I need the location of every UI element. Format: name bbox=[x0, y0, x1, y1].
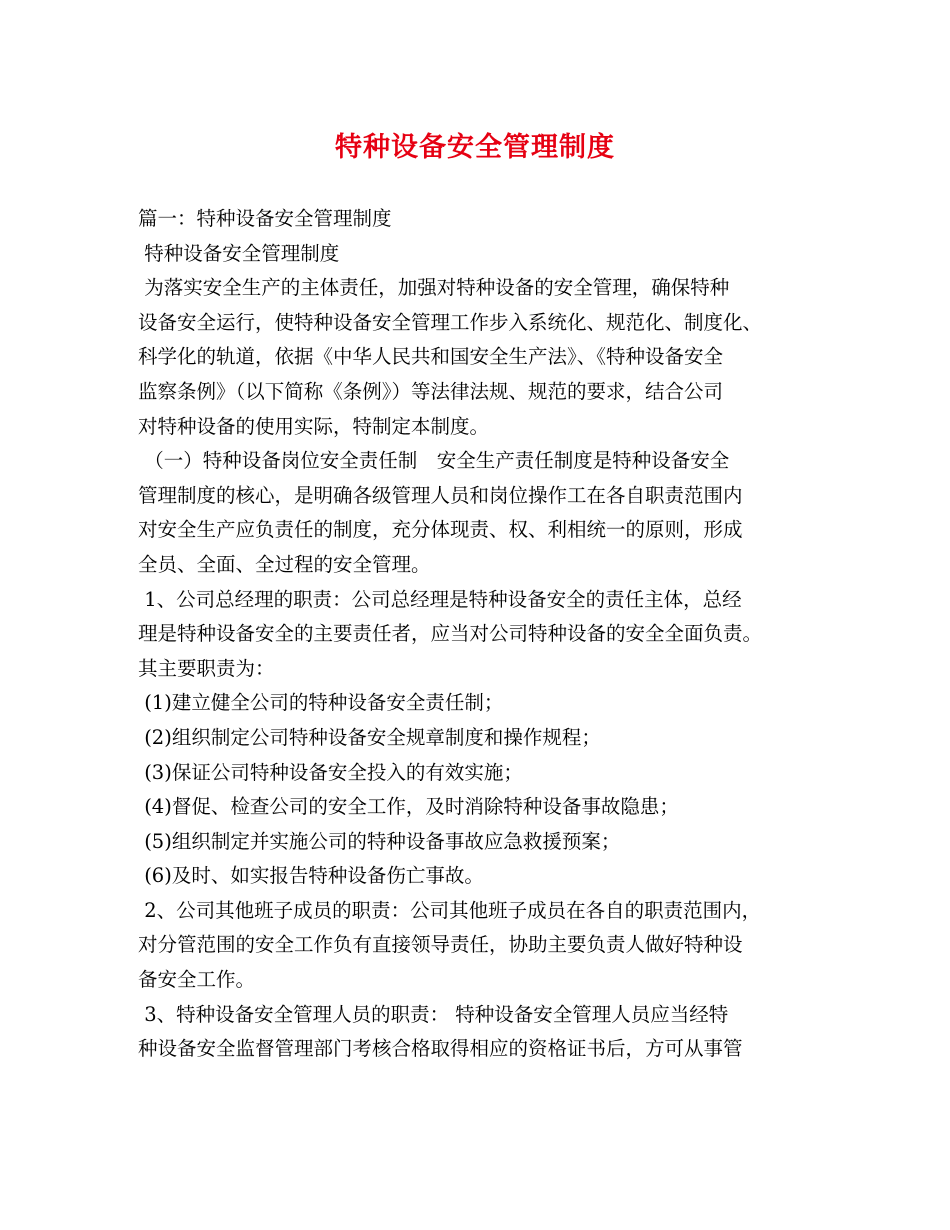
text-line: 对分管范围的安全工作负有直接领导责任，协助主要负责人做好特种设 bbox=[138, 933, 743, 957]
text-line: 科学化的轨道，依据《中华人民共和国安全生产法》、《特种设备安全 bbox=[138, 345, 724, 369]
text-line: 3、特种设备安全管理人员的职责： 特种设备安全管理人员应当经特 bbox=[138, 1002, 729, 1026]
text-line: 设备安全运行，使特种设备安全管理工作步入系统化、规范化、制度化、 bbox=[138, 310, 763, 334]
text-line: (3)保证公司特种设备安全投入的有效实施； bbox=[138, 760, 523, 784]
text-line: (6)及时、如实报告特种设备伤亡事故。 bbox=[138, 864, 484, 888]
text-line: 2、公司其他班子成员的职责：公司其他班子成员在各自的职责范围内， bbox=[138, 898, 762, 922]
text-line: 其主要职责为： bbox=[138, 656, 275, 680]
text-line: 理是特种设备安全的主要责任者，应当对公司特种设备的安全全面负责。 bbox=[138, 622, 763, 646]
text-line: 为落实安全生产的主体责任，加强对特种设备的安全管理，确保特种 bbox=[138, 276, 730, 300]
text-line: 监察条例》（以下简称《条例》）等法律法规、规范的要求，结合公司 bbox=[138, 379, 724, 403]
text-line: 全员、全面、全过程的安全管理。 bbox=[138, 552, 431, 576]
text-line: (1)建立健全公司的特种设备安全责任制； bbox=[138, 691, 504, 715]
text-line: 篇一：特种设备安全管理制度 bbox=[138, 207, 392, 230]
document-title: 特种设备安全管理制度 bbox=[335, 132, 615, 163]
text-line: 备安全工作。 bbox=[138, 968, 256, 992]
text-line: 种设备安全监督管理部门考核合格取得相应的资格证书后，方可从事管 bbox=[138, 1037, 743, 1061]
text-line: 特种设备安全管理制度 bbox=[138, 241, 340, 265]
text-line: (5)组织制定并实施公司的特种设备事故应急救援预案； bbox=[138, 829, 621, 853]
text-line: 管理制度的核心，是明确各级管理人员和岗位操作工在各自职责范围内 bbox=[138, 483, 743, 507]
text-line: （一）特种设备岗位安全责任制 安全生产责任制度是特种设备安全 bbox=[138, 449, 730, 473]
text-line: 1、公司总经理的职责：公司总经理是特种设备安全的责任主体，总经 bbox=[138, 587, 742, 611]
text-line: (2)组织制定公司特种设备安全规章制度和操作规程； bbox=[138, 725, 601, 749]
text-line: 对安全生产应负责任的制度，充分体现责、权、利相统一的原则，形成 bbox=[138, 518, 743, 542]
document-body bbox=[138, 202, 818, 1067]
text-line: (4)督促、检查公司的安全工作，及时消除特种设备事故隐患； bbox=[138, 795, 679, 819]
text-line: 对特种设备的使用实际，特制定本制度。 bbox=[138, 414, 490, 438]
